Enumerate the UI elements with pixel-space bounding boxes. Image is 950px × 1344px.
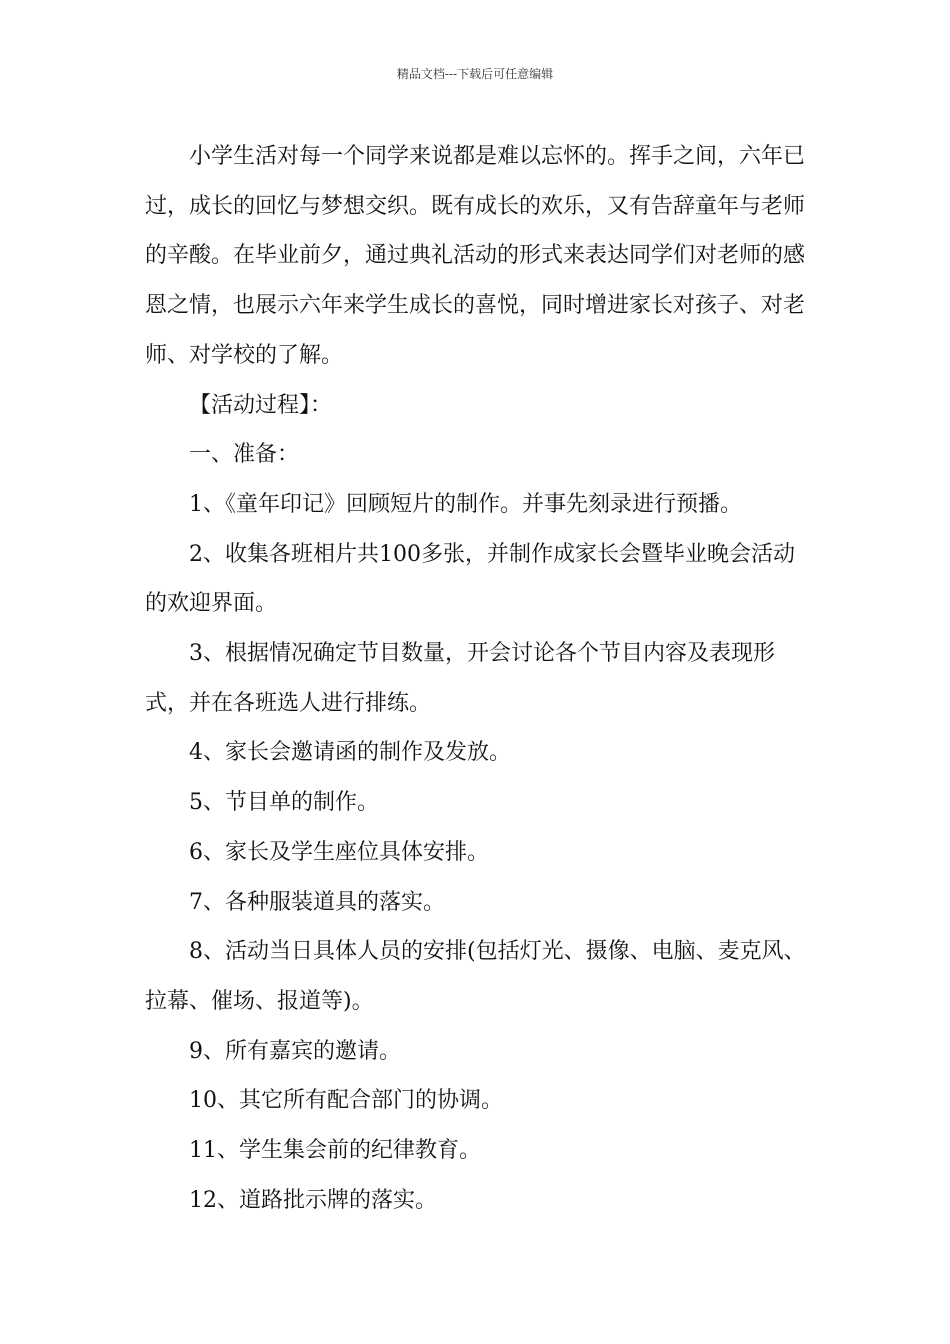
subsection-heading-preparation: 一、准备： [189,442,300,468]
list-item-8: 8、活动当日具体人员的安排(包括灯光、摄像、电脑、麦克风、拉幕、催场、报道等)。 [145,939,806,1014]
list-item-5: 5、节目单的制作。 [189,790,379,816]
list-item-9: 9、所有嘉宾的邀请。 [189,1038,401,1064]
list-item-7: 7、各种服装道具的落实。 [189,889,445,915]
list-item-1: 1、《童年印记》回顾短片的制作。并事先刻录进行预播。 [189,491,742,517]
list-item-11: 11、学生集会前的纪律教育。 [189,1138,481,1164]
list-item-6: 6、家长及学生座位具体安排。 [189,839,489,865]
section-heading-process: 【活动过程】： [189,392,333,418]
list-item-12: 12、道路批示牌的落实。 [189,1187,437,1213]
intro-paragraph: 小学生活对每一个同学来说都是难以忘怀的。挥手之间，六年已过，成长的回忆与梦想交织。既有成长的欢乐，又有告辞童年与老师的辛酸。在毕业前夕，通过典礼活动的形式来表达同学们对老师的感恩之情，也展示六年来学生成长的喜悦，同时增进家长对孩子、对老师、对学校的了解。 [145,144,806,368]
page-header: 精品文档---下载后可任意编辑 [396,67,554,81]
document-body [145,132,811,1225]
list-item-10: 10、其它所有配合部门的协调。 [189,1088,503,1114]
list-item-4: 4、家长会邀请函的制作及发放。 [189,740,511,766]
list-item-2: 2、收集各班相片共100多张，并制作成家长会暨毕业晚会活动的欢迎界面。 [145,541,795,617]
list-item-3: 3、根据情况确定节目数量，开会讨论各个节目内容及表现形式，并在各班选人进行排练。 [145,641,775,716]
